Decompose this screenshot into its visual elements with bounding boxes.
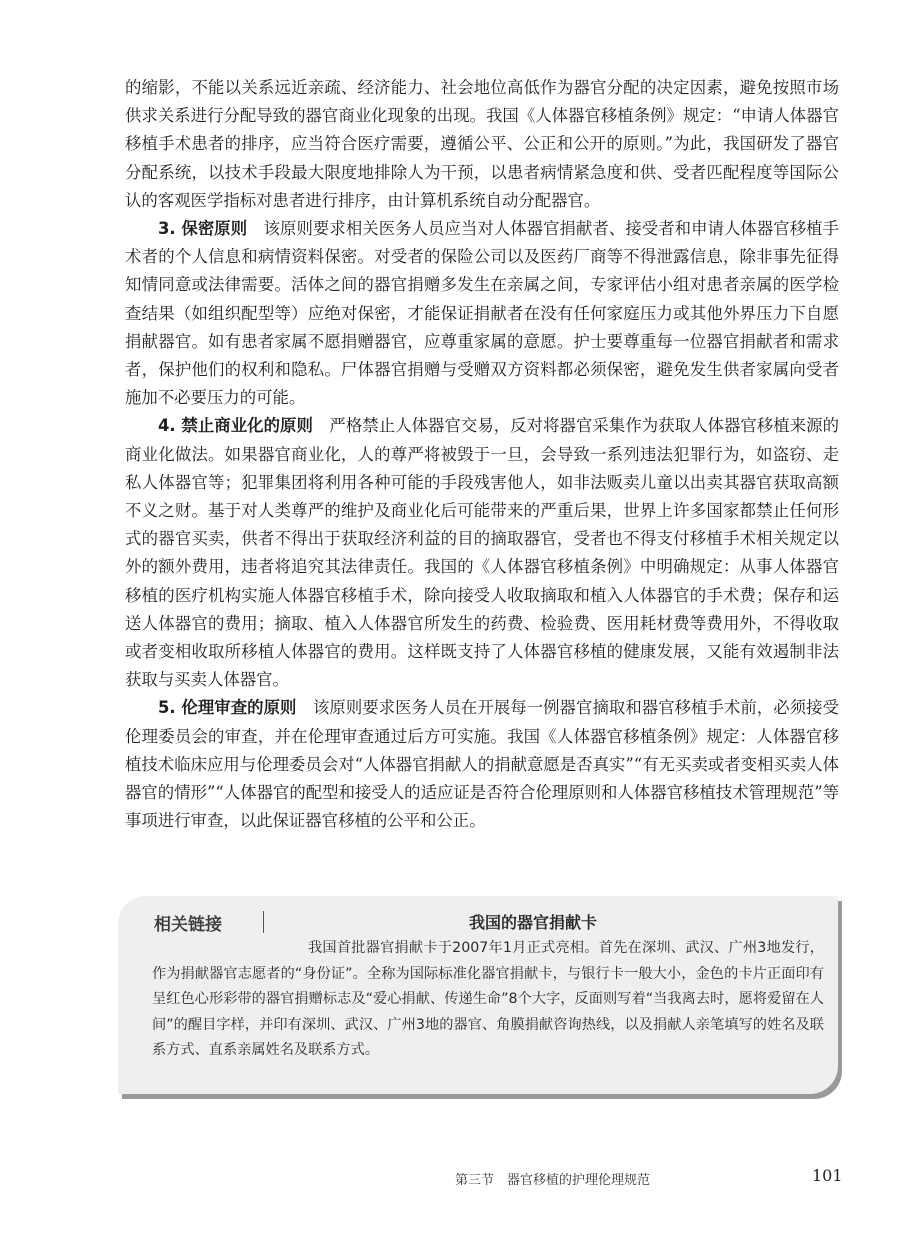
section-text-confidentiality: 该原则要求相关医务人员应当对人体器官捐献者、接受者和申请人体器官移植手术者的个人信息和病情资料保密。对受者的保险公司以及医药厂商等不得泄露信息，除非事先征得知情同意或法律需要。活体之间的器官捐赠多发生在亲属之间，专家评估小组对患者亲属的医学检查结果（如组织配型等）应绝对保密，才能保证捐献者在没有任何家庭压力或其他外界压力下自愿捐献器官。如有患者家属不愿捐赠器官，应尊重家属的意愿。护士要尊重每一位器官捐献者和需求者，保护他们的权利和隐私。尸体器官捐赠与受赠双方资料都必须保密，避免发生供者家属向受者施加不必要压力的可能。: [125, 219, 840, 408]
section-text-anti-commercialization: 严格禁止人体器官交易，反对将器官采集作为获取人体器官移植来源的商业化做法。如果器官商业化，人的尊严将被毁于一旦，会导致一系列违法犯罪行为，如盗窃、走私人体器官等；犯罪集团将利用各种可能的手段残害他人，如非法贩卖儿童以出卖其器官获取高额不义之财。基于对人类尊严的维护及商业化后可能带来的严重后果，世界上许多国家都禁止任何形式的器官买卖，供者不得出于获取经济利益的目的摘取器官，受者也不得支付移植手术相关规定以外的额外费用，违者将追究其法律责任。我国的《人体器官移植条例》中明确规定：从事人体器官移植的医疗机构实施人体器官移植手术，除向接受人收取摘取和植入人体器官的手术费；保存和运送人体器官的费用；摘取、植入人体器官所发生的药费、检验费、医用耗材费等费用外，不得收取或者变相收取所移植人体器官的费用。这样既支持了人体器官移植的健康发展，又能有效遏制非法获取与买卖人体器官。: [125, 416, 840, 690]
section-heading-confidentiality: 3. 保密原则: [158, 219, 248, 239]
related-links-box: [118, 896, 838, 1094]
section-heading-anti-commercialization: 4. 禁止商业化的原则: [158, 416, 313, 436]
related-links-title: 我国的器官捐献卡: [468, 913, 597, 932]
page-number: 101: [812, 1166, 843, 1185]
related-links-body: [152, 936, 824, 1064]
paragraph-confidentiality: [125, 215, 839, 412]
running-footer: 第三节 器官移植的护理伦理规范: [455, 1173, 651, 1188]
paragraph-ethics-review: [125, 694, 839, 835]
paragraph-anti-commercialization: [125, 412, 839, 694]
section-heading-ethics-review: 5. 伦理审查的原则: [158, 698, 297, 718]
main-text: [125, 74, 839, 835]
related-links-text: 我国首批器官捐献卡于2007年1月正式亮相。首先在深圳、武汉、广州3地发行，作为捐献器官志愿者的“身份证”。全称为国际标准化器官捐献卡，与银行卡一般大小，金色的卡片正面印有呈红色心形彩带的器官捐赠标志及“爱心捐献、传递生命”8个大字，反面则写着“当我离去时，愿将爱留在人间”的醒目字样，并印有深圳、武汉、广州3地的器官、角膜捐献咨询热线，以及捐献人亲笔填写的姓名及联系方式、直系亲属姓名及联系方式。: [152, 940, 824, 1058]
section-text-ethics-review: 该原则要求医务人员在开展每一例器官摘取和器官移植手术前，必须接受伦理委员会的审查，并在伦理审查通过后方可实施。我国《人体器官移植条例》规定：人体器官移植技术临床应用与伦理委员会对“人体器官捐献人的捐献意愿是否真实”“有无买卖或者变相买卖人体器官的情形”“人体器官的配型和接受人的适应证是否符合伦理原则和人体器官移植技术管理规范”等事项进行审查，以此保证器官移植的公平和公正。: [125, 698, 840, 831]
related-links-label: 相关链接: [154, 915, 222, 935]
paragraph-continued: 的缩影，不能以关系远近亲疏、经济能力、社会地位高低作为器官分配的决定因素，避免按照市场供求关系进行分配导致的器官商业化现象的出现。我国《人体器官移植条例》规定：“申请人体器官移植手术患者的排序，应当符合医疗需要，遵循公平、公正和公开的原则。”为此，我国研发了器官分配系统，以技术手段最大限度地排除人为干预，以患者病情紧急度和供、受者匹配程度等国际公认的客观医学指标对患者进行排序，由计算机系统自动分配器官。: [125, 78, 839, 210]
